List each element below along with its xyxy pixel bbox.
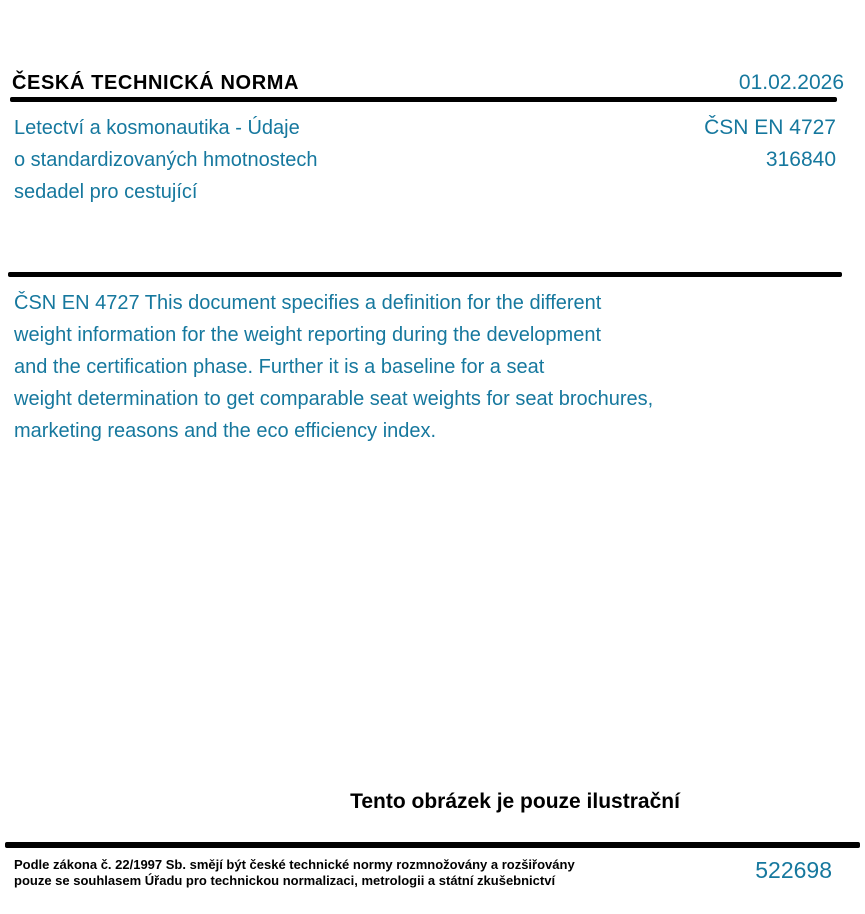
footer-divider bbox=[5, 842, 860, 848]
illustration-disclaimer: Tento obrázek je pouze ilustrační bbox=[350, 790, 680, 813]
abstract-line-4: weight determination to get comparable seat weights for seat brochures, bbox=[14, 388, 654, 410]
abstract-line-2: weight information for the weight reporting during the development bbox=[14, 324, 602, 346]
abstract-line-1: ČSN EN 4727 This document specifies a definition for the different bbox=[14, 292, 602, 314]
copyright-line-1: Podle zákona č. 22/1997 Sb. smějí být české technické normy rozmnožovány a rozšiřovány bbox=[14, 857, 575, 872]
publication-date: 01.02.2026 bbox=[738, 71, 844, 94]
page-title: ČESKÁ TECHNICKÁ NORMA bbox=[12, 72, 300, 94]
czech-standard-title bbox=[14, 112, 318, 208]
czech-title-line-3: sedadel pro cestující bbox=[14, 181, 198, 203]
copyright-line-2: pouze se souhlasem Úřadu pro technickou normalizaci, metrologii a státní zkušebnictví bbox=[14, 872, 556, 888]
standard-abstract bbox=[14, 287, 653, 447]
standard-number: ČSN EN 4727 bbox=[704, 116, 836, 139]
czech-title-line-2: o standardizovaných hmotnostech bbox=[14, 149, 318, 171]
header-divider bbox=[10, 97, 837, 102]
czech-title-line-1: Letectví a kosmonautika - Údaje bbox=[14, 117, 300, 139]
abstract-line-3: and the certification phase. Further it is a baseline for a seat bbox=[14, 356, 545, 378]
copyright-notice bbox=[14, 857, 575, 888]
abstract-line-5: marketing reasons and the eco efficiency index. bbox=[14, 420, 437, 442]
document-number: 522698 bbox=[755, 857, 832, 883]
standard-identifiers bbox=[704, 112, 836, 176]
catalog-number: 316840 bbox=[765, 148, 836, 171]
abstract-divider bbox=[8, 272, 842, 277]
